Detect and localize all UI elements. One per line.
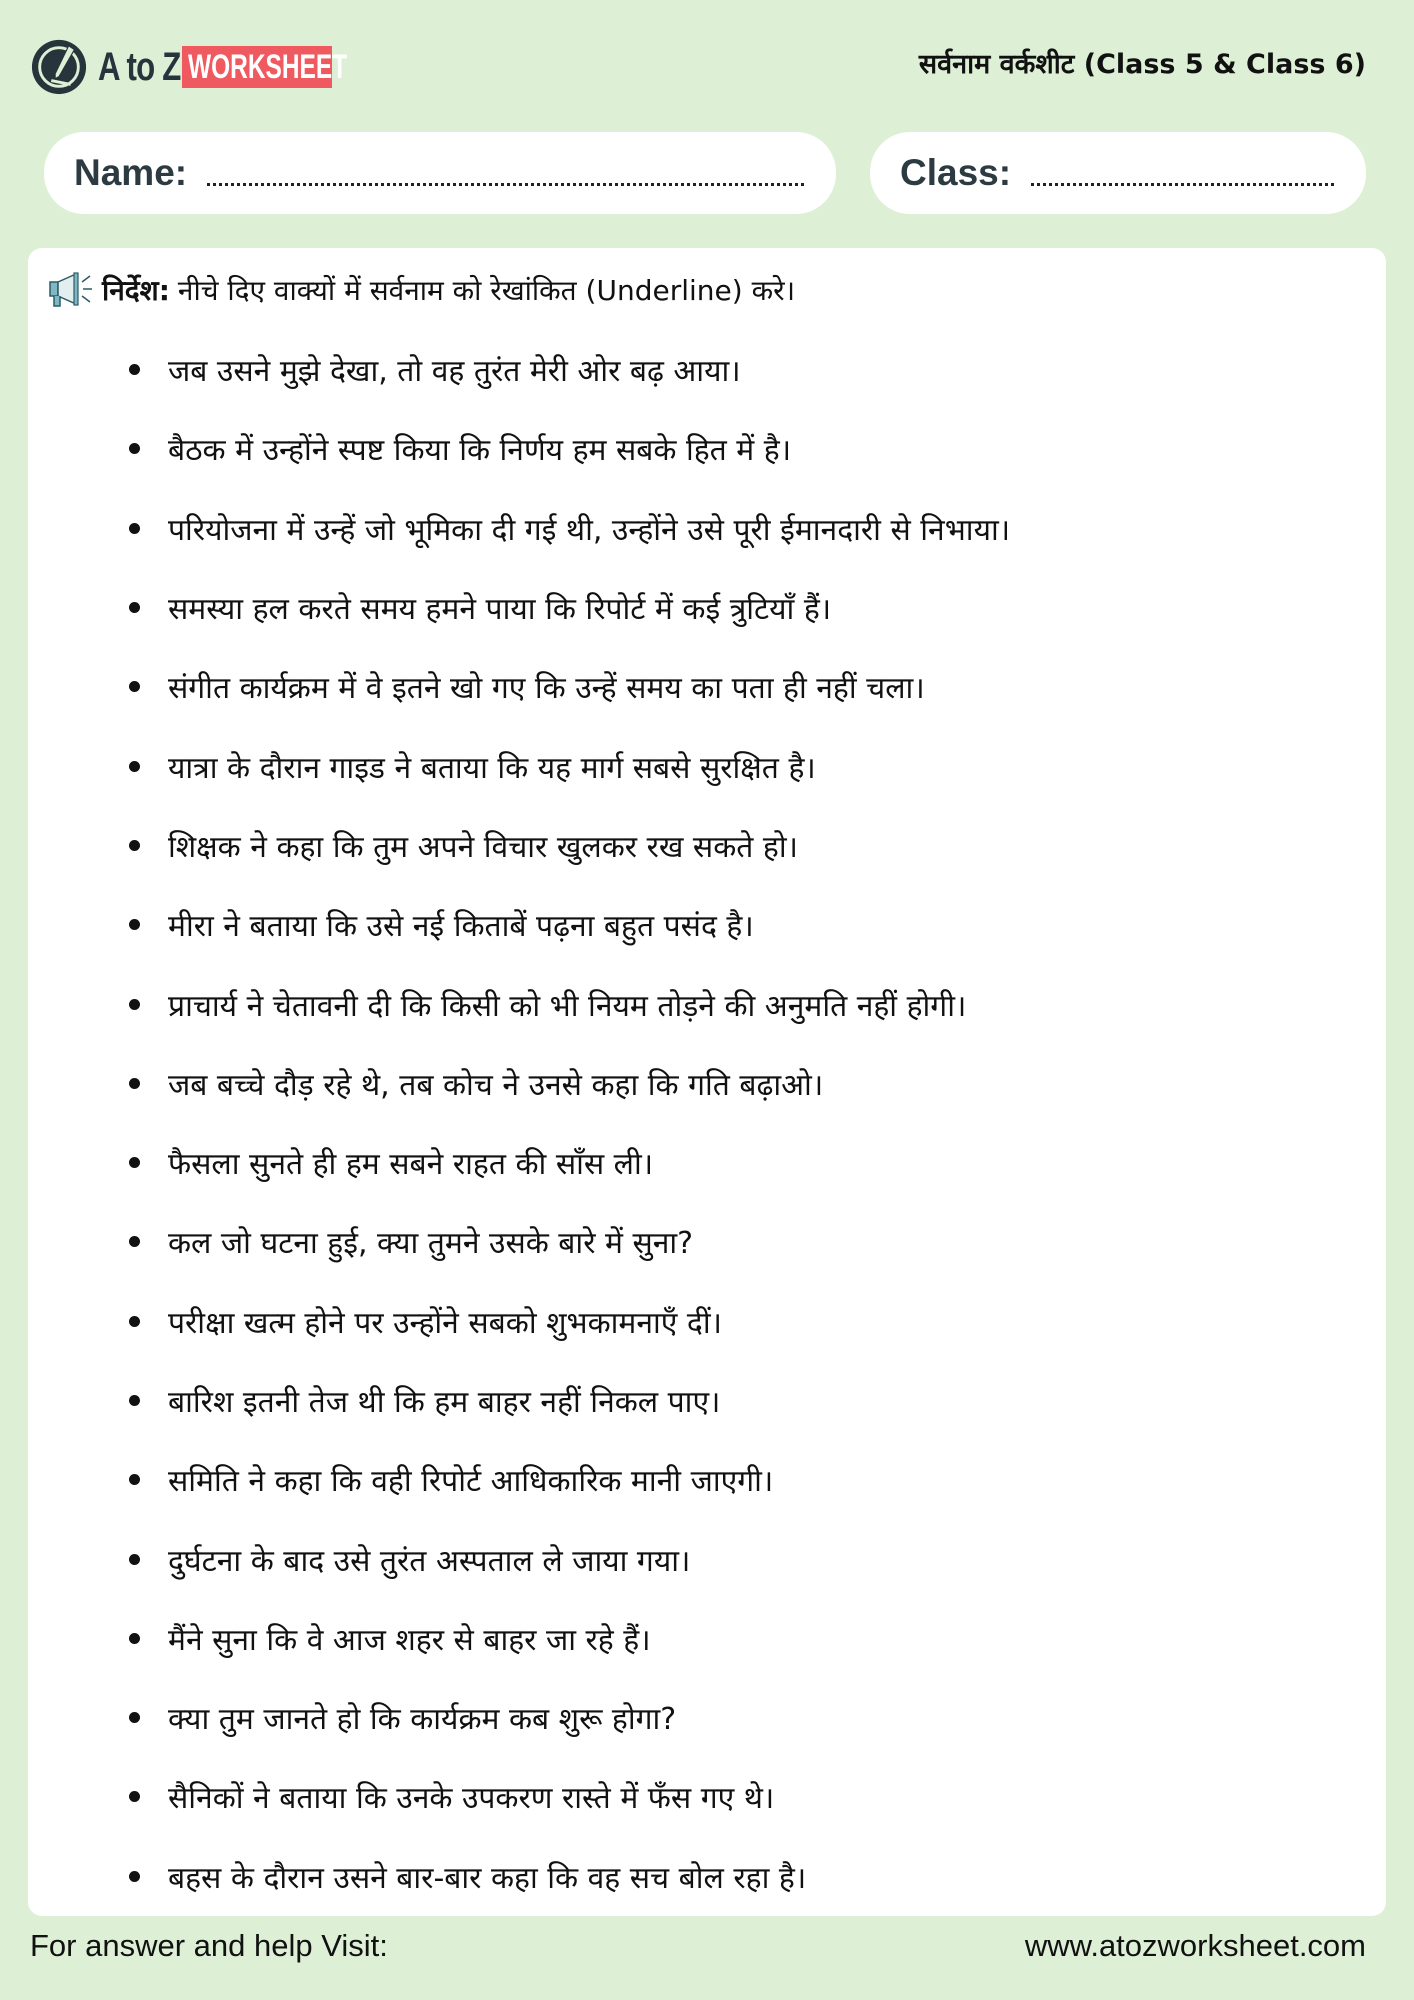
list-item — [28, 1519, 1386, 1598]
logo-brand-text: A to Z — [98, 44, 181, 89]
footer-help-text: For answer and help Visit: — [30, 1928, 388, 1963]
sentence-text: जब उसने मुझे देखा, तो वह तुरंत मेरी ओर बढ़ आया। — [168, 354, 741, 390]
class-label: Class: — [900, 152, 1012, 193]
sentence-text: परीक्षा खत्म होने पर उन्होंने सबको शुभकामनाएँ दीं। — [168, 1305, 722, 1341]
sentence-text: मीरा ने बताया कि उसे नई किताबें पढ़ना बहुत पसंद है। — [168, 909, 754, 945]
bullet-icon — [129, 1712, 140, 1723]
sentence-text: प्राचार्य ने चेतावनी दी कि किसी को भी नियम तोड़ने की अनुमति नहीं होगी। — [168, 988, 967, 1024]
sentence-list — [28, 330, 1386, 1916]
pen-circle-logo-icon — [30, 38, 88, 96]
list-item — [28, 1202, 1386, 1281]
sentence-text: मैंने सुना कि वे आज शहर से बाहर जा रहे हैं। — [168, 1622, 651, 1658]
logo-badge-text: WORKSHEET — [188, 48, 348, 86]
instruction — [46, 270, 795, 310]
list-item — [28, 330, 1386, 409]
bullet-icon — [129, 1554, 140, 1565]
bullet-icon — [129, 1871, 140, 1882]
bullet-icon — [129, 1316, 140, 1327]
list-item — [28, 1044, 1386, 1123]
list-item — [28, 1599, 1386, 1678]
name-label: Name: — [74, 152, 188, 193]
list-item — [28, 1837, 1386, 1916]
instruction-label: निर्देश: — [102, 274, 170, 307]
class-field-box — [870, 132, 1366, 214]
class-input-line[interactable] — [1031, 183, 1334, 186]
list-item — [28, 1757, 1386, 1836]
list-item — [28, 726, 1386, 805]
megaphone-icon — [46, 270, 94, 310]
bullet-icon — [129, 681, 140, 692]
list-item — [28, 964, 1386, 1043]
sentence-text: परियोजना में उन्हें जो भूमिका दी गई थी, उन्होंने उसे पूरी ईमानदारी से निभाया। — [168, 512, 1011, 548]
worksheet-card — [28, 248, 1386, 1916]
list-item — [28, 885, 1386, 964]
sentence-text: क्या तुम जानते हो कि कार्यक्रम कब शुरू होगा? — [168, 1702, 677, 1738]
sentence-text: कल जो घटना हुई, क्या तुमने उसके बारे में सुना? — [168, 1226, 694, 1262]
bullet-icon — [129, 919, 140, 930]
bullet-icon — [129, 602, 140, 613]
footer-website-link[interactable]: www.atozworksheet.com — [1024, 1928, 1366, 1963]
sentence-text: बैठक में उन्होंने स्पष्ट किया कि निर्णय हम सबके हित में है। — [168, 433, 792, 469]
list-item — [28, 489, 1386, 568]
logo-badge — [182, 46, 348, 88]
list-item — [28, 1678, 1386, 1757]
sentence-text: जब बच्चे दौड़ रहे थे, तब कोच ने उनसे कहा कि गति बढ़ाओ। — [168, 1067, 824, 1103]
sentence-text: समस्या हल करते समय हमने पाया कि रिपोर्ट में कई त्रुटियाँ हैं। — [168, 592, 832, 628]
sentence-text: सैनिकों ने बताया कि उनके उपकरण रास्ते में फँस गए थे। — [168, 1781, 775, 1817]
bullet-icon — [129, 1474, 140, 1485]
bullet-icon — [129, 443, 140, 454]
sentence-text: संगीत कार्यक्रम में वे इतने खो गए कि उन्हें समय का पता ही नहीं चला। — [168, 671, 925, 707]
sentence-text: दुर्घटना के बाद उसे तुरंत अस्पताल ले जाया गया। — [168, 1543, 691, 1579]
bullet-icon — [129, 523, 140, 534]
list-item — [28, 409, 1386, 488]
bullet-icon — [129, 999, 140, 1010]
list-item — [28, 1361, 1386, 1440]
sentence-text: फैसला सुनते ही हम सबने राहत की साँस ली। — [168, 1147, 654, 1183]
list-item — [28, 1123, 1386, 1202]
sentence-text: समिति ने कहा कि वही रिपोर्ट आधिकारिक मानी जाएगी। — [168, 1464, 774, 1500]
list-item — [28, 1440, 1386, 1519]
list-item — [28, 806, 1386, 885]
bullet-icon — [129, 1791, 140, 1802]
header — [0, 0, 1414, 130]
bullet-icon — [129, 1236, 140, 1247]
list-item — [28, 647, 1386, 726]
site-logo[interactable] — [30, 38, 348, 96]
name-input-line[interactable] — [207, 183, 804, 186]
bullet-icon — [129, 1157, 140, 1168]
list-item — [28, 1282, 1386, 1361]
bullet-icon — [129, 1078, 140, 1089]
instruction-text: नीचे दिए वाक्यों में सर्वनाम को रेखांकित (Underline) करे। — [177, 274, 796, 307]
bullet-icon — [129, 761, 140, 772]
sentence-text: बारिश इतनी तेज थी कि हम बाहर नहीं निकल पाए। — [168, 1385, 721, 1420]
bullet-icon — [129, 1633, 140, 1644]
sentence-text: यात्रा के दौरान गाइड ने बताया कि यह मार्ग सबसे सुरक्षित है। — [168, 750, 816, 786]
name-field-box — [44, 132, 836, 214]
sentence-text: बहस के दौरान उसने बार-बार कहा कि वह सच बोल रहा है। — [168, 1860, 807, 1896]
bullet-icon — [129, 1395, 140, 1406]
page-title: सर्वनाम वर्कशीट (Class 5 & Class 6) — [918, 49, 1366, 80]
list-item — [28, 568, 1386, 647]
bullet-icon — [129, 840, 140, 851]
bullet-icon — [129, 364, 140, 375]
sentence-text: शिक्षक ने कहा कि तुम अपने विचार खुलकर रख सकते हो। — [168, 829, 798, 865]
